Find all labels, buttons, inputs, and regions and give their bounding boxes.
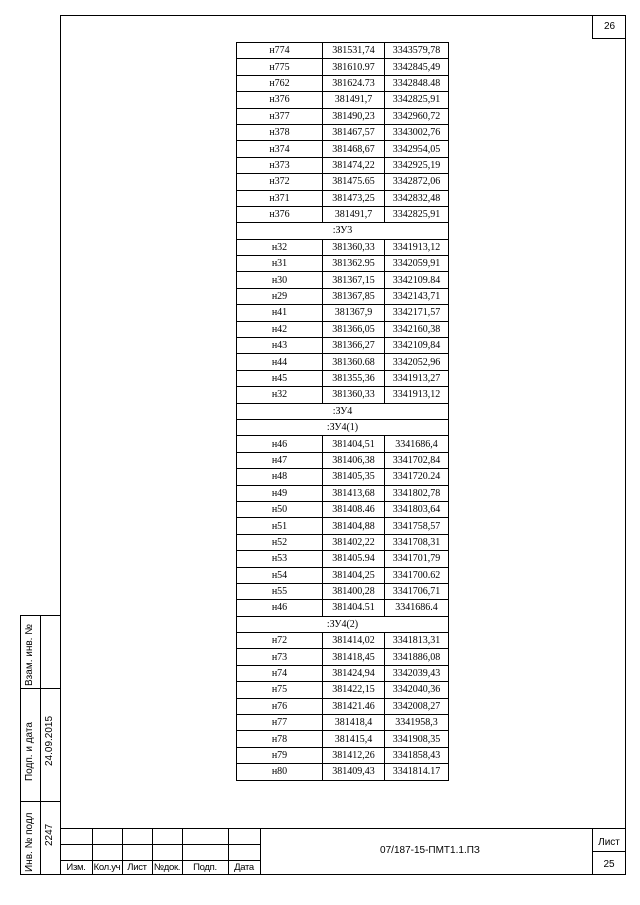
point-name-cell: н774 <box>237 43 323 59</box>
x-coordinate-cell: 381405,35 <box>323 469 385 485</box>
table-row <box>237 59 449 75</box>
y-coordinate-cell: 3341708,31 <box>385 534 449 550</box>
table-row <box>237 518 449 534</box>
table-row <box>237 288 449 304</box>
y-coordinate-cell: 3341758,57 <box>385 518 449 534</box>
point-name-cell: н377 <box>237 108 323 124</box>
y-coordinate-cell: 3343002,76 <box>385 124 449 140</box>
y-coordinate-cell: 3342160,38 <box>385 321 449 337</box>
x-coordinate-cell: 381468,67 <box>323 141 385 157</box>
point-name-cell: н376 <box>237 92 323 108</box>
x-coordinate-cell: 381360,33 <box>323 239 385 255</box>
y-coordinate-cell: 3342059,91 <box>385 256 449 272</box>
table-row <box>237 387 449 403</box>
x-coordinate-cell: 381404,88 <box>323 518 385 534</box>
inv-podl-value: 2247 <box>44 823 55 846</box>
x-coordinate-cell: 381473,25 <box>323 190 385 206</box>
x-coordinate-cell: 381405.94 <box>323 551 385 567</box>
point-name-cell: н775 <box>237 59 323 75</box>
table-row <box>237 370 449 386</box>
y-coordinate-cell: 3342143,71 <box>385 288 449 304</box>
point-name-cell: н376 <box>237 206 323 222</box>
y-coordinate-cell: 3342109,84 <box>385 338 449 354</box>
document-code: 07/187-15-ПМТ1.1.ПЗ <box>380 845 480 856</box>
table-row <box>237 731 449 747</box>
y-coordinate-cell: 3342109.84 <box>385 272 449 288</box>
y-coordinate-cell: 3342825,91 <box>385 92 449 108</box>
section-row <box>237 419 449 435</box>
point-name-cell: н374 <box>237 141 323 157</box>
x-coordinate-cell: 381415,4 <box>323 731 385 747</box>
y-coordinate-cell: 3341913,12 <box>385 387 449 403</box>
y-coordinate-cell: 3342825,91 <box>385 206 449 222</box>
point-name-cell: н49 <box>237 485 323 501</box>
col-izm-label: Изм. <box>66 862 86 873</box>
x-coordinate-cell: 381467,57 <box>323 124 385 140</box>
section-row <box>237 616 449 632</box>
coordinates-table <box>236 42 449 781</box>
table-row <box>237 239 449 255</box>
y-coordinate-cell: 3341886,08 <box>385 649 449 665</box>
x-coordinate-cell: 381360,33 <box>323 387 385 403</box>
table-row <box>237 338 449 354</box>
point-name-cell: н51 <box>237 518 323 534</box>
point-name-cell: н762 <box>237 75 323 91</box>
x-coordinate-cell: 381624.73 <box>323 75 385 91</box>
sheet-number: 26 <box>592 15 626 39</box>
y-coordinate-cell: 3342040,36 <box>385 682 449 698</box>
table-row <box>237 452 449 468</box>
table-row <box>237 272 449 288</box>
left-margin-stamp <box>20 615 60 875</box>
x-coordinate-cell: 381367,85 <box>323 288 385 304</box>
col-data-label: Дата <box>234 862 254 873</box>
list-number: 25 <box>603 859 615 870</box>
y-coordinate-cell: 3341706,71 <box>385 583 449 599</box>
point-name-cell: н55 <box>237 583 323 599</box>
y-coordinate-cell: 3341908,35 <box>385 731 449 747</box>
y-coordinate-cell: 3341813,31 <box>385 633 449 649</box>
point-name-cell: н46 <box>237 600 323 616</box>
vzam-inv-label: Взам. инв. № <box>24 624 35 686</box>
x-coordinate-cell: 381366,05 <box>323 321 385 337</box>
col-podp-label: Подп. <box>193 862 217 873</box>
x-coordinate-cell: 381610.97 <box>323 59 385 75</box>
point-name-cell: н372 <box>237 174 323 190</box>
y-coordinate-cell: 3342039,43 <box>385 665 449 681</box>
y-coordinate-cell: 3341814.17 <box>385 764 449 780</box>
inv-podl-label: Инв. № подл <box>24 812 35 872</box>
x-coordinate-cell: 381418,45 <box>323 649 385 665</box>
table-row <box>237 305 449 321</box>
section-label: :ЗУ4(2) <box>237 616 449 632</box>
x-coordinate-cell: 381414,02 <box>323 633 385 649</box>
table-row <box>237 206 449 222</box>
y-coordinate-cell: 3342848.48 <box>385 75 449 91</box>
x-coordinate-cell: 381474,22 <box>323 157 385 173</box>
point-name-cell: н80 <box>237 764 323 780</box>
table-row <box>237 436 449 452</box>
x-coordinate-cell: 381475.65 <box>323 174 385 190</box>
section-row <box>237 223 449 239</box>
y-coordinate-cell: 3341686,4 <box>385 436 449 452</box>
table-row <box>237 124 449 140</box>
point-name-cell: н43 <box>237 338 323 354</box>
point-name-cell: н46 <box>237 436 323 452</box>
table-row <box>237 747 449 763</box>
table-row <box>237 75 449 91</box>
table-row <box>237 321 449 337</box>
y-coordinate-cell: 3341913,12 <box>385 239 449 255</box>
y-coordinate-cell: 3341802,78 <box>385 485 449 501</box>
x-coordinate-cell: 381360.68 <box>323 354 385 370</box>
point-name-cell: н371 <box>237 190 323 206</box>
col-koluch-label: Кол.уч <box>93 862 121 873</box>
y-coordinate-cell: 3343579,78 <box>385 43 449 59</box>
table-row <box>237 633 449 649</box>
table-row <box>237 698 449 714</box>
table-row <box>237 567 449 583</box>
x-coordinate-cell: 381424,94 <box>323 665 385 681</box>
table-row <box>237 583 449 599</box>
point-name-cell: н77 <box>237 715 323 731</box>
table-row <box>237 354 449 370</box>
x-coordinate-cell: 381422,15 <box>323 682 385 698</box>
point-name-cell: н41 <box>237 305 323 321</box>
x-coordinate-cell: 381400,28 <box>323 583 385 599</box>
table-row <box>237 157 449 173</box>
point-name-cell: н32 <box>237 239 323 255</box>
y-coordinate-cell: 3341720.24 <box>385 469 449 485</box>
y-coordinate-cell: 3341958,3 <box>385 715 449 731</box>
x-coordinate-cell: 381412,26 <box>323 747 385 763</box>
table-row <box>237 764 449 780</box>
y-coordinate-cell: 3342872,06 <box>385 174 449 190</box>
table-row <box>237 256 449 272</box>
point-name-cell: н52 <box>237 534 323 550</box>
table-row <box>237 108 449 124</box>
x-coordinate-cell: 381409,43 <box>323 764 385 780</box>
y-coordinate-cell: 3342954,05 <box>385 141 449 157</box>
x-coordinate-cell: 381491,7 <box>323 92 385 108</box>
x-coordinate-cell: 381413,68 <box>323 485 385 501</box>
y-coordinate-cell: 3341858,43 <box>385 747 449 763</box>
point-name-cell: н72 <box>237 633 323 649</box>
point-name-cell: н48 <box>237 469 323 485</box>
section-row <box>237 403 449 419</box>
point-name-cell: н54 <box>237 567 323 583</box>
table-row <box>237 190 449 206</box>
point-name-cell: н31 <box>237 256 323 272</box>
table-row <box>237 501 449 517</box>
point-name-cell: н78 <box>237 731 323 747</box>
y-coordinate-cell: 3342171,57 <box>385 305 449 321</box>
section-label: :ЗУ3 <box>237 223 449 239</box>
table-row <box>237 649 449 665</box>
table-row <box>237 92 449 108</box>
x-coordinate-cell: 381404,51 <box>323 436 385 452</box>
point-name-cell: н76 <box>237 698 323 714</box>
y-coordinate-cell: 3342008,27 <box>385 698 449 714</box>
point-name-cell: н32 <box>237 387 323 403</box>
table-row <box>237 43 449 59</box>
point-name-cell: н45 <box>237 370 323 386</box>
table-row <box>237 469 449 485</box>
x-coordinate-cell: 381418,4 <box>323 715 385 731</box>
x-coordinate-cell: 381421.46 <box>323 698 385 714</box>
col-ndok-label: №док. <box>153 862 181 873</box>
list-label: Лист <box>598 837 620 848</box>
table-row <box>237 141 449 157</box>
x-coordinate-cell: 381404.51 <box>323 600 385 616</box>
y-coordinate-cell: 3341686.4 <box>385 600 449 616</box>
y-coordinate-cell: 3341700.62 <box>385 567 449 583</box>
x-coordinate-cell: 381531,74 <box>323 43 385 59</box>
table-row <box>237 715 449 731</box>
x-coordinate-cell: 381491,7 <box>323 206 385 222</box>
section-label: :ЗУ4(1) <box>237 419 449 435</box>
x-coordinate-cell: 381367,9 <box>323 305 385 321</box>
table-row <box>237 534 449 550</box>
podp-data-value: 24.09.2015 <box>44 715 55 766</box>
point-name-cell: н75 <box>237 682 323 698</box>
x-coordinate-cell: 381490,23 <box>323 108 385 124</box>
y-coordinate-cell: 3341803,64 <box>385 501 449 517</box>
point-name-cell: н30 <box>237 272 323 288</box>
point-name-cell: н79 <box>237 747 323 763</box>
point-name-cell: н29 <box>237 288 323 304</box>
podp-data-label: Подп. и дата <box>24 722 35 781</box>
section-label: :ЗУ4 <box>237 403 449 419</box>
x-coordinate-cell: 381362.95 <box>323 256 385 272</box>
y-coordinate-cell: 3342960,72 <box>385 108 449 124</box>
point-name-cell: н378 <box>237 124 323 140</box>
point-name-cell: н73 <box>237 649 323 665</box>
table-row <box>237 600 449 616</box>
x-coordinate-cell: 381367,15 <box>323 272 385 288</box>
y-coordinate-cell: 3341913,27 <box>385 370 449 386</box>
table-row <box>237 665 449 681</box>
y-coordinate-cell: 3342925,19 <box>385 157 449 173</box>
x-coordinate-cell: 381402,22 <box>323 534 385 550</box>
y-coordinate-cell: 3342845,49 <box>385 59 449 75</box>
y-coordinate-cell: 3341701,79 <box>385 551 449 567</box>
x-coordinate-cell: 381404,25 <box>323 567 385 583</box>
x-coordinate-cell: 381406,38 <box>323 452 385 468</box>
table-row <box>237 551 449 567</box>
x-coordinate-cell: 381408.46 <box>323 501 385 517</box>
x-coordinate-cell: 381366,27 <box>323 338 385 354</box>
table-row <box>237 682 449 698</box>
y-coordinate-cell: 3342052,96 <box>385 354 449 370</box>
table-row <box>237 485 449 501</box>
point-name-cell: н50 <box>237 501 323 517</box>
point-name-cell: н42 <box>237 321 323 337</box>
point-name-cell: н373 <box>237 157 323 173</box>
table-row <box>237 174 449 190</box>
title-block <box>60 828 626 875</box>
y-coordinate-cell: 3341702,84 <box>385 452 449 468</box>
col-list-label: Лист <box>127 862 147 873</box>
point-name-cell: н53 <box>237 551 323 567</box>
y-coordinate-cell: 3342832,48 <box>385 190 449 206</box>
point-name-cell: н47 <box>237 452 323 468</box>
point-name-cell: н44 <box>237 354 323 370</box>
x-coordinate-cell: 381355,36 <box>323 370 385 386</box>
point-name-cell: н74 <box>237 665 323 681</box>
